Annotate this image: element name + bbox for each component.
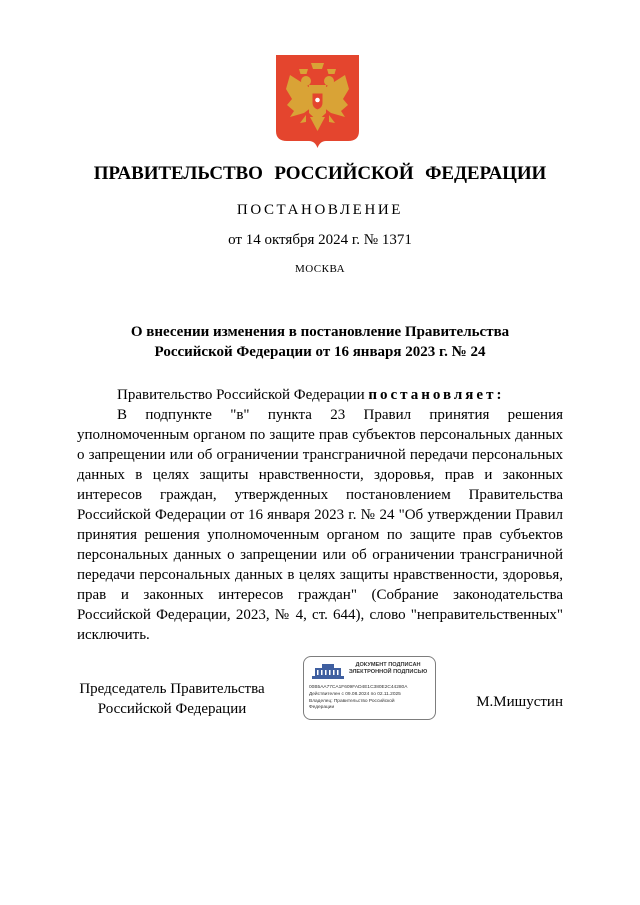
government-building-icon bbox=[310, 662, 346, 680]
stamp-validity: Действителен с 09.08.2024 по 02.11.2025 bbox=[309, 692, 401, 697]
document-body bbox=[77, 385, 563, 645]
electronic-signature-stamp bbox=[303, 656, 436, 720]
stamp-heading-line-1: ДОКУМЕНТ ПОДПИСАН bbox=[355, 662, 421, 668]
decree-intro bbox=[77, 385, 563, 405]
coat-of-arms-emblem bbox=[276, 55, 359, 148]
stamp-certificate: 00B5AA77CA1F609FAD4E1C380E2C44280A bbox=[309, 685, 408, 690]
decree-word: постановляет: bbox=[368, 387, 505, 403]
role-line-2: Российской Федерации bbox=[97, 701, 247, 717]
document-title bbox=[0, 322, 640, 362]
stamp-heading bbox=[344, 662, 432, 676]
decree-intro-text: Правительство Российской Федерации bbox=[117, 387, 365, 403]
document-type: ПОСТАНОВЛЕНИЕ bbox=[236, 202, 404, 218]
signatory-name: М.Мишустин bbox=[476, 694, 563, 710]
stamp-heading-line-2: ЭЛЕКТРОННОЙ ПОДПИСЬЮ bbox=[348, 669, 428, 675]
signatory-role bbox=[77, 679, 267, 719]
issue-city: МОСКВА bbox=[294, 263, 346, 275]
title-line-1: О внесении изменения в постановление Правительства bbox=[130, 324, 510, 340]
stamp-owner-line-1: Владелец: Правительство Российской bbox=[309, 699, 395, 704]
stamp-owner-line-2: Федерации bbox=[309, 705, 335, 710]
role-line-1: Председатель Правительства bbox=[79, 681, 265, 697]
government-heading: ПРАВИТЕЛЬСТВО РОССИЙСКОЙ ФЕДЕРАЦИИ bbox=[93, 163, 547, 184]
decree-paragraph: В подпункте "в" пункта 23 Правил принятия решения уполномоченным органом по защите прав субъектов персональных данных о запрещении или об ограничении трансграничной передачи персональных данных в целях защиты нравственности, здоровья, прав и законных интересов граждан, утвержденных постановлением Правительства Российской Федерации от 16 января 2023 г. № 24 "Об утверждении Правил принятия решения уполномоченным органом по защите прав субъектов персональных данных о запрещении или об ограничении трансграничной передачи персональных данных в целях защиты нравственности, здоровья, прав и законных интересов граждан" (Собрание законодательства Российской Федерации, 2023, № 4, ст. 644), слово "неправительственных" исключить. bbox=[77, 407, 563, 643]
title-line-2: Российской Федерации от 16 января 2023 г. № 24 bbox=[154, 344, 486, 360]
document-date-number: от 14 октября 2024 г. № 1371 bbox=[228, 232, 412, 248]
